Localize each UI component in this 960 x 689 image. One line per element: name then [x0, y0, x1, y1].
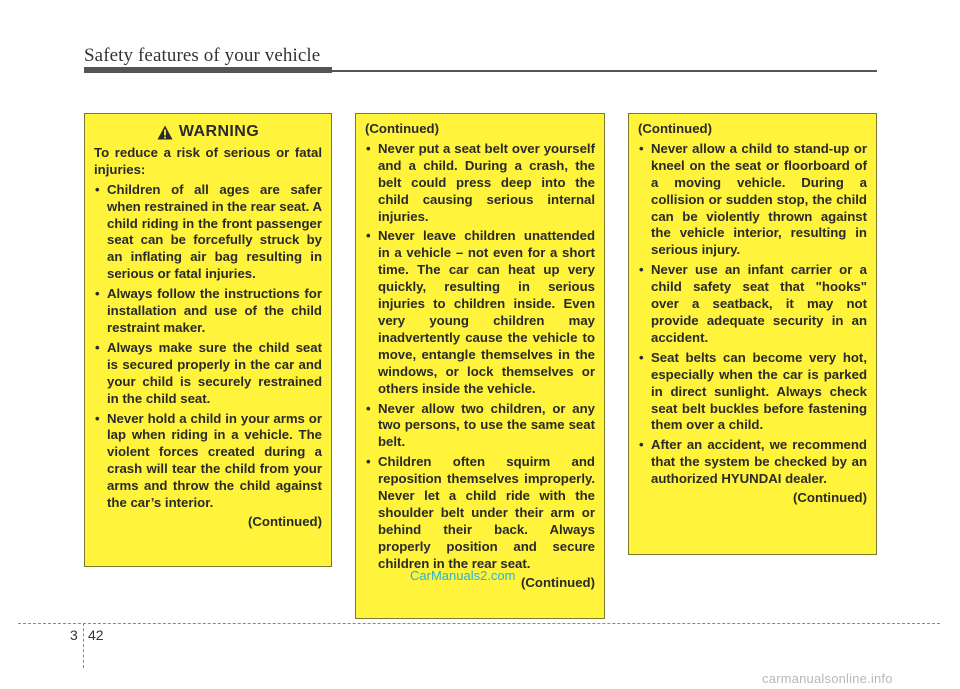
warning-box-3 — [628, 113, 877, 555]
warning-list-2 — [365, 141, 595, 573]
list-item: • Never allow a child to stand-up or kneel on the seat or floorboard of a moving vehicle. During a collision or sudden stop, the child can be violently thrown against the vehicle interior, resulting in serious injury. — [638, 141, 867, 259]
watermark-link[interactable]: CarManuals2.com — [410, 568, 516, 583]
warning-intro: To reduce a risk of serious or fatal injuries: — [94, 144, 322, 177]
warning-list-3 — [638, 141, 867, 488]
page-header-title: Safety features of your vehicle — [84, 45, 321, 66]
list-item: • Children of all ages are safer when restrained in the rear seat. A child riding in the front passenger seat can be forcefully struck by an inflating air bag resulting in serious or fatal injuries. — [94, 182, 322, 283]
list-item: • Always follow the instructions for installation and use of the child restraint maker. — [94, 286, 322, 337]
list-item: • After an accident, we recommend that the system be checked by an authorized HYUNDAI dealer. — [638, 437, 867, 488]
continued-label: (Continued) — [793, 490, 867, 506]
list-item: • Never use an infant carrier or a child safety seat that "hooks" over a seatback, it may not provide adequate security in an accident. — [638, 262, 867, 347]
warning-label: WARNING — [178, 123, 260, 140]
warning-box-2 — [355, 113, 605, 619]
list-item: • Never leave children unattended in a vehicle – not even for a short time. The car can heat up very quickly, resulting in serious injuries to children inside. Even very young children may inadvertently cause the vehicle to move, entangle themselves in the windows, or lock themselves or others inside the vehicle. — [365, 228, 595, 397]
section-number: 3 — [70, 627, 78, 643]
list-item: • Never put a seat belt over yourself and a child. During a crash, the belt could press deep into the child causing serious internal injuries. — [365, 141, 595, 226]
footer-rule — [18, 623, 940, 624]
warning-list-1 — [94, 182, 322, 512]
list-item: • Always make sure the child seat is secured properly in the car and your child is securely restrained in the child seat. — [94, 340, 322, 408]
site-watermark[interactable]: carmanualsonline.info — [762, 671, 893, 686]
continued-label-top: (Continued) — [365, 121, 439, 136]
continued-label-top: (Continued) — [638, 121, 712, 136]
list-item: • Never hold a child in your arms or lap when riding in a vehicle. The violent forces created during a crash will tear the child from your arms and throw the child against the car’s interior. — [94, 411, 322, 512]
page-number: 42 — [88, 627, 104, 643]
warning-box-1 — [84, 113, 332, 567]
list-item: • Never allow two children, or any two persons, to use the same seat belt. — [365, 401, 595, 452]
header-rule-thick — [84, 67, 332, 73]
continued-label: (Continued) — [248, 513, 322, 529]
warning-triangle-icon — [157, 125, 173, 140]
list-item: • Seat belts can become very hot, especially when the car is parked in direct sunlight. Always check seat belt buckles before fastening them over a child. — [638, 350, 867, 435]
warning-heading — [94, 124, 322, 141]
list-item: • Children often squirm and reposition themselves improperly. Never let a child ride with the shoulder belt under their arm or behind their back. Always properly position and secure children in the rear seat. — [365, 454, 595, 572]
header-rule-thin — [332, 70, 877, 72]
footer-divider — [83, 623, 84, 668]
continued-label: (Continued) — [521, 574, 595, 590]
